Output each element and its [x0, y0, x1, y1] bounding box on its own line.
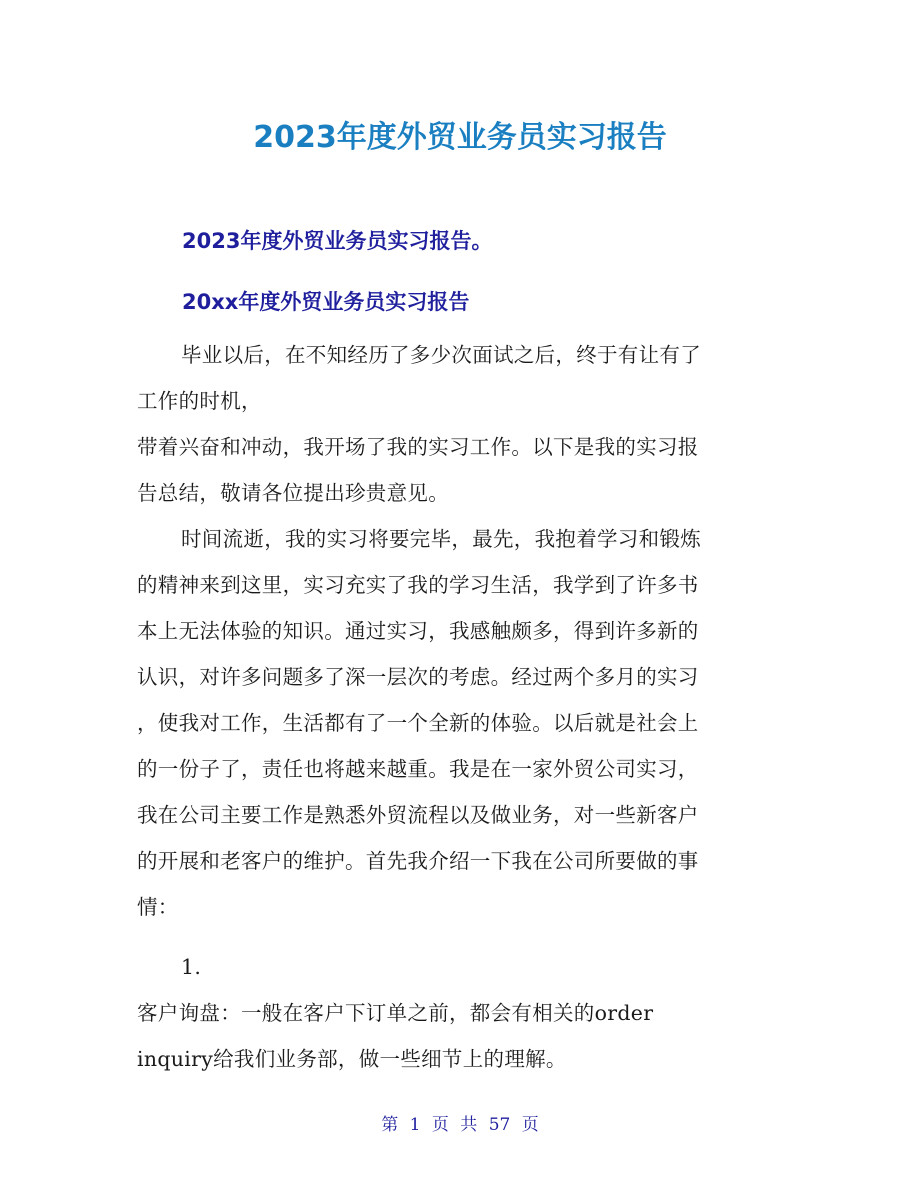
text-line: 工作的时机， — [137, 389, 262, 413]
text-line: 带着兴奋和冲动，我开场了我的实习工作。以下是我的实习报 — [137, 435, 699, 459]
text-line: 本上无法体验的知识。通过实习，我感触颇多，得到许多新的 — [137, 619, 699, 643]
text-line: 情： — [137, 895, 179, 919]
list-item-number — [137, 944, 787, 990]
text-line: ，使我对工作，生活都有了一个全新的体验。以后就是社会上 — [137, 711, 699, 735]
paragraph-intro — [137, 332, 787, 424]
item-number: 1. — [181, 955, 202, 979]
page-title: 2023年度外贸业务员实习报告 — [253, 120, 667, 155]
text-line: 的一份子了，责任也将越来越重。我是在一家外贸公司实习， — [137, 757, 699, 781]
text-line: 的开展和老客户的维护。首先我介绍一下我在公司所要做的事 — [137, 849, 699, 873]
text-line: 毕业以后，在不知经历了多少次面试之后，终于有让有了 — [181, 343, 701, 367]
text-line: 我在公司主要工作是熟悉外贸流程以及做业务，对一些新客户 — [137, 803, 699, 827]
text-line: 告总结，敬请各位提出珍贵意见。 — [137, 481, 449, 505]
text-line: 客户询盘：一般在客户下订单之前，都会有相关的order — [137, 1001, 654, 1025]
text-line: 认识，对许多问题多了深一层次的考虑。经过两个多月的实习 — [137, 665, 699, 689]
subheading-report-title: 2023年度外贸业务员实习报告。 — [182, 229, 493, 253]
paragraph-experience — [137, 516, 787, 930]
text-line: 的精神来到这里，实习充实了我的学习生活，我学到了许多书 — [137, 573, 699, 597]
text-line: inquiry给我们业务部，做一些细节上的理解。 — [137, 1047, 567, 1071]
paragraph-start-work — [137, 424, 787, 516]
paragraph-customer-inquiry — [137, 990, 787, 1082]
text-line: 时间流逝，我的实习将要完毕，最先，我抱着学习和锻炼 — [181, 527, 701, 551]
page-footer: 第 1 页 共 57 页 — [381, 1115, 539, 1135]
subheading-report-title-xx: 20xx年度外贸业务员实习报告 — [182, 290, 470, 314]
